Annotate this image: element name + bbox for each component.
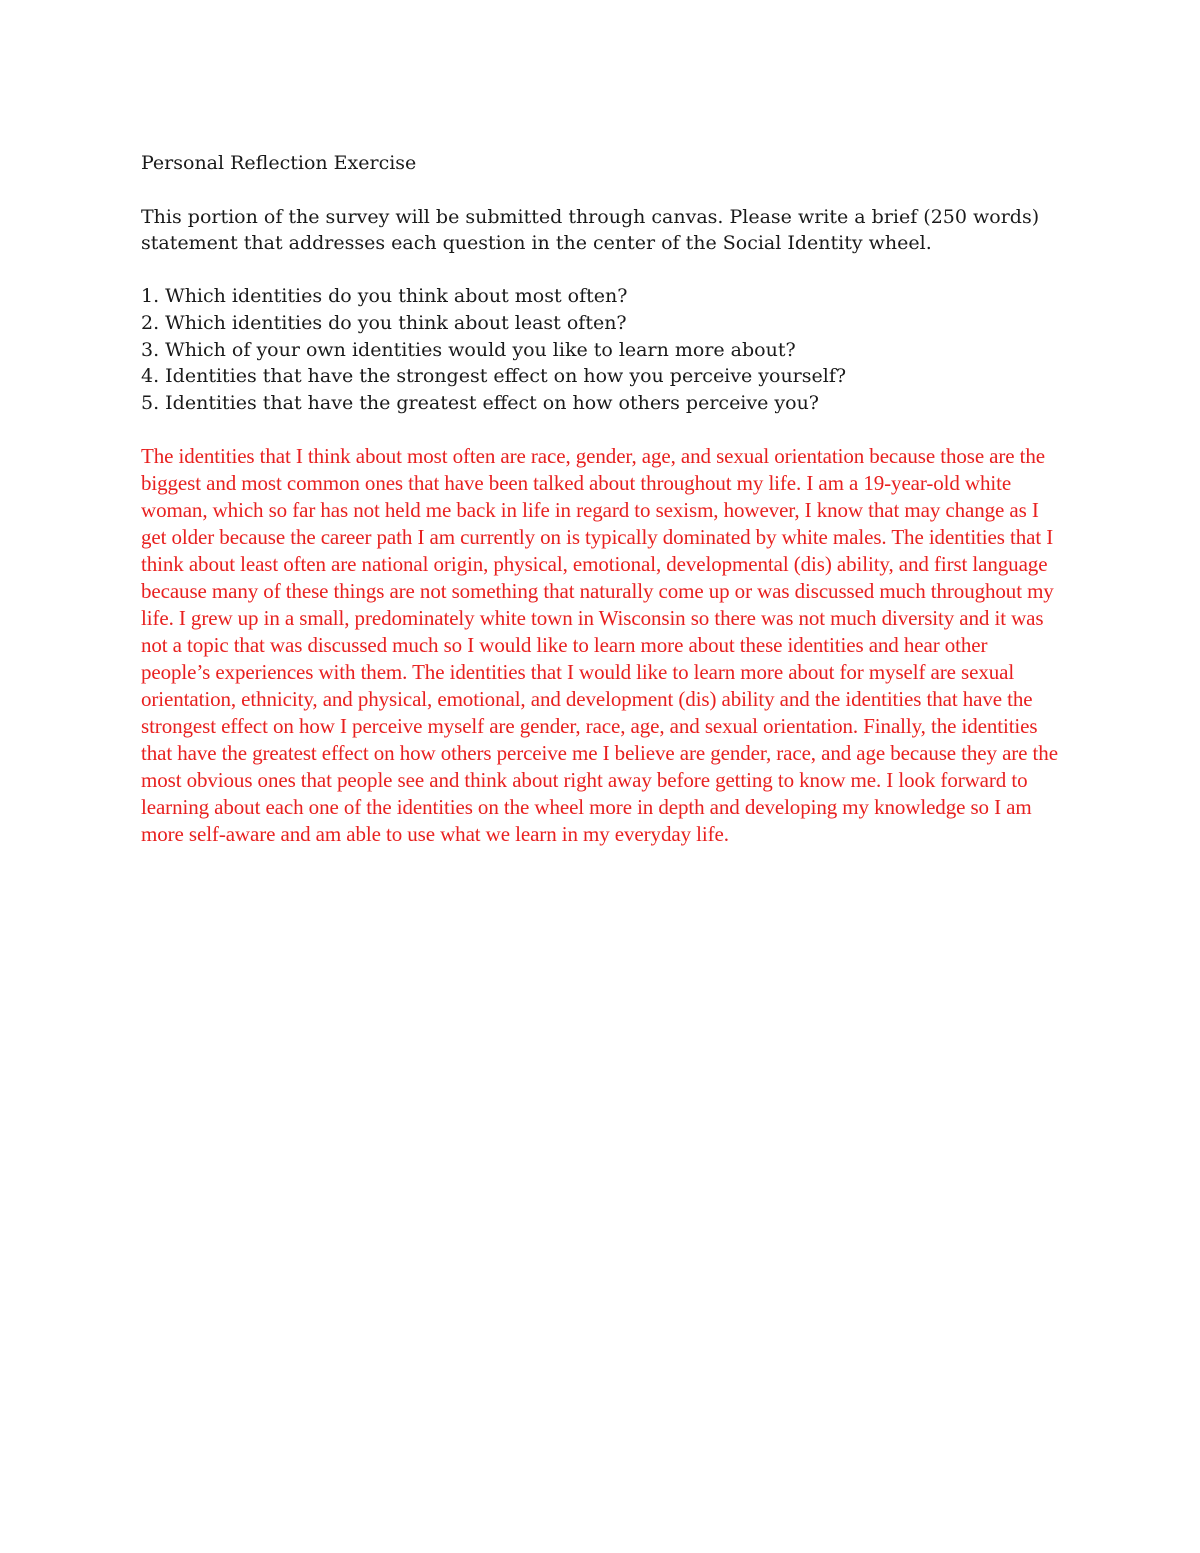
document-content [141, 150, 1061, 848]
reflection-response: The identities that I think about most often are race, gender, age, and sexual orientation because those are the biggest and most common ones that have been talked about throughout my life. I am a 19-year-old white woman, which so far has not held me back in life in regard to sexism, however, I know that may change as I get older because the career path I am currently on is typically dominated by white males. The identities that I think about least often are national origin, physical, emotional, developmental (dis) ability, and first language because many of these things are not something that naturally come up or was discussed much throughout my life. I grew up in a small, predominately white town in Wisconsin so there was not much diversity and it was not a topic that was discussed much so I would like to learn more about these identities and hear other people’s experiences with them. The identities that I would like to learn more about for myself are sexual orientation, ethnicity, and physical, emotional, and development (dis) ability and the identities that have the strongest effect on how I perceive myself are gender, race, age, and sexual orientation. Finally, the identities that have the greatest effect on how others perceive me I believe are gender, race, and age because they are the most obvious ones that people see and think about right away before getting to know me. I look forward to learning about each one of the identities on the wheel more in depth and developing my knowledge so I am more self-aware and am able to use what we learn in my everyday life. [141, 443, 1058, 846]
document-title: Personal Reflection Exercise [141, 152, 417, 174]
question-item: 5. Identities that have the greatest effect on how others perceive you? [141, 391, 819, 414]
question-list [141, 283, 1061, 417]
instructions-paragraph: This portion of the survey will be submitted through canvas. Please write a brief (250 words) statement that addresses each question in the center of the Social Identity wheel. [141, 205, 1040, 255]
question-item: 3. Which of your own identities would you like to learn more about? [141, 338, 796, 361]
question-item: 4. Identities that have the strongest effect on how you perceive yourself? [141, 365, 847, 388]
question-item: 1. Which identities do you think about most often? [141, 285, 628, 308]
question-item: 2. Which identities do you think about least often? [141, 311, 627, 334]
